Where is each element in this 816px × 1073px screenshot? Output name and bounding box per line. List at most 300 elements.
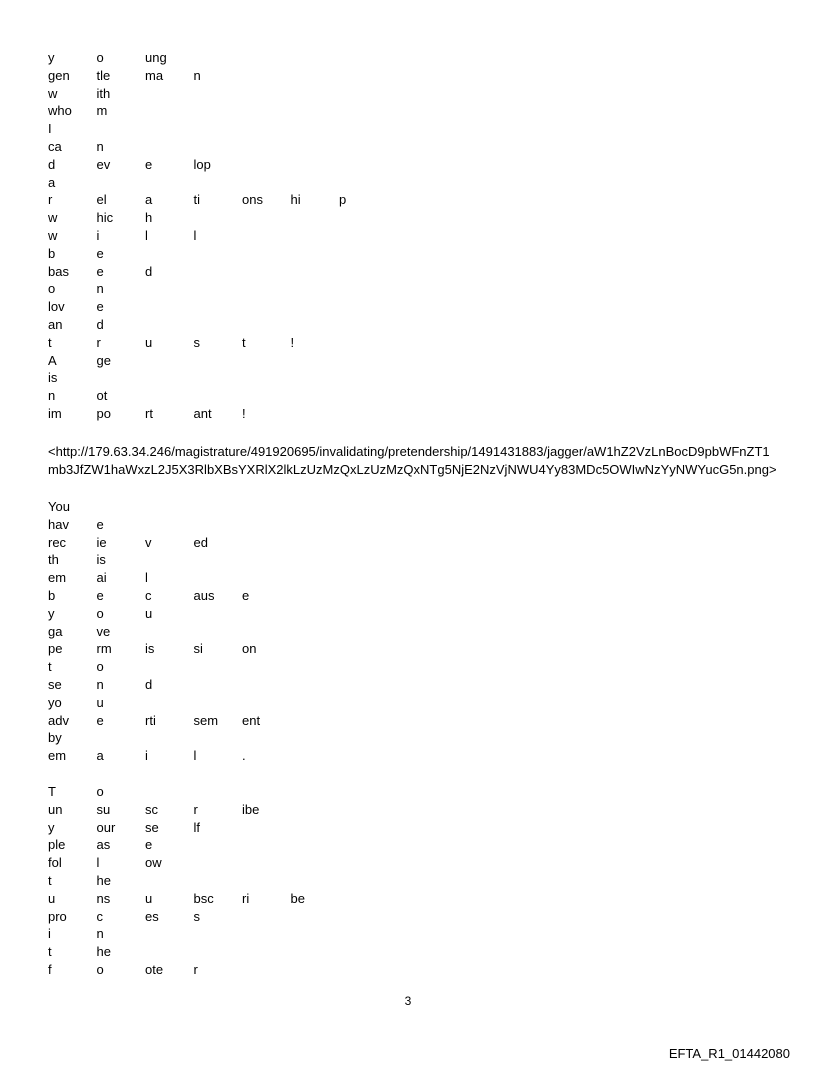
fragment-cell: n <box>193 67 201 83</box>
fragment-row <box>48 747 388 765</box>
fragment-cell: ! <box>242 405 246 421</box>
fragment-cell <box>291 209 340 227</box>
fragment-row <box>48 676 388 694</box>
fragment-row <box>48 263 388 281</box>
fragment-cell <box>194 298 243 316</box>
fragment-cell <box>339 263 388 281</box>
fragment-cell <box>339 569 388 587</box>
fragment-cell <box>242 819 291 837</box>
fragment-cell: s <box>193 908 200 924</box>
fragment-cell <box>242 925 291 943</box>
fragment-cell: ve <box>96 623 111 639</box>
fragment-cell <box>339 729 388 747</box>
fragment-cell: ant <box>193 405 212 421</box>
fragment-cell <box>194 658 243 676</box>
fragment-cell <box>291 943 340 961</box>
fragment-cell <box>339 209 388 227</box>
fragment-cell: ge <box>96 352 111 368</box>
fragment-cell: n <box>96 281 104 297</box>
fragment-row <box>48 908 388 926</box>
fragment-cell <box>339 49 388 67</box>
fragment-cell <box>194 174 243 192</box>
fragment-cell <box>194 551 243 569</box>
fragment-cell <box>194 369 243 387</box>
fragment-row <box>48 836 388 854</box>
fragment-cell <box>339 138 388 156</box>
page-number: 3 <box>404 994 412 1008</box>
fragment-cell: aus <box>193 587 215 603</box>
fragment-row <box>48 587 388 605</box>
fragment-cell <box>145 352 194 370</box>
fragment-row <box>48 49 388 67</box>
fragment-cell: w <box>48 227 58 243</box>
fragment-cell: A <box>48 352 57 368</box>
fragment-cell: t <box>242 334 246 350</box>
fragment-cell <box>291 961 340 979</box>
fragment-cell: our <box>96 819 116 835</box>
fragment-cell: ga <box>48 623 63 639</box>
fragment-cell <box>97 369 146 387</box>
fragment-cell <box>242 551 291 569</box>
fragment-cell: t <box>48 872 52 888</box>
fragment-cell <box>242 498 291 516</box>
fragment-row <box>48 102 388 120</box>
fragment-cell <box>145 551 194 569</box>
fragment-cell <box>291 369 340 387</box>
fragment-cell <box>291 819 340 837</box>
fragment-cell <box>194 569 243 587</box>
fragment-cell: is <box>145 641 155 657</box>
fragment-cell <box>194 854 243 872</box>
fragment-cell: em <box>48 570 67 586</box>
fragment-cell <box>145 85 194 103</box>
fragment-cell: ot <box>96 388 108 404</box>
fragment-cell <box>339 516 388 534</box>
fragment-cell: ns <box>96 890 111 906</box>
fragment-cell <box>242 729 291 747</box>
fragment-cell <box>339 908 388 926</box>
fragment-cell: fol <box>48 855 62 871</box>
fragment-row <box>48 498 388 516</box>
fragment-cell <box>339 120 388 138</box>
fragment-cell: T <box>48 784 56 799</box>
fragment-cell <box>291 854 340 872</box>
fragment-cell <box>242 49 291 67</box>
fragment-row <box>48 334 388 352</box>
fragment-cell <box>242 943 291 961</box>
fragment-cell: n <box>96 926 104 942</box>
fragment-cell <box>194 943 243 961</box>
fragment-row <box>48 712 388 730</box>
fragment-cell <box>194 245 243 263</box>
fragment-cell <box>291 174 340 192</box>
fragment-cell: rec <box>48 534 67 550</box>
fragment-cell <box>242 245 291 263</box>
fragment-cell <box>194 498 243 516</box>
fragment-cell <box>291 516 340 534</box>
fragment-cell: hic <box>96 210 114 226</box>
fragment-row <box>48 405 388 423</box>
fragment-cell <box>194 836 243 854</box>
fragment-cell <box>194 516 243 534</box>
fragment-cell <box>291 605 340 623</box>
fragment-cell <box>242 102 291 120</box>
fragment-cell: ow <box>145 855 162 871</box>
fragment-cell <box>194 623 243 641</box>
fragment-cell <box>339 801 388 819</box>
fragment-cell: a <box>96 748 104 764</box>
fragment-cell: n <box>96 138 104 154</box>
fragment-cell: f <box>48 961 52 977</box>
fragment-cell: hav <box>48 516 69 532</box>
fragment-cell <box>242 605 291 623</box>
fragment-cell <box>242 138 291 156</box>
fragment-cell: y <box>48 605 55 621</box>
fragment-cell <box>291 49 340 67</box>
fragment-cell <box>291 85 340 103</box>
fragment-cell: ed <box>193 534 208 550</box>
fragment-cell: t <box>48 944 52 960</box>
fragment-cell <box>145 138 194 156</box>
fragment-cell <box>339 623 388 641</box>
fragment-cell <box>291 498 340 516</box>
fragment-cell: r <box>193 961 198 977</box>
fragment-cell <box>242 298 291 316</box>
fragment-block-2 <box>48 498 388 765</box>
fragment-cell: em <box>48 748 67 764</box>
fragment-cell <box>339 369 388 387</box>
fragment-cell <box>339 640 388 658</box>
fragment-cell <box>339 352 388 370</box>
fragment-cell: i <box>48 926 51 942</box>
fragment-cell <box>145 120 194 138</box>
fragment-cell <box>339 534 388 552</box>
fragment-cell <box>339 156 388 174</box>
fragment-cell <box>339 587 388 605</box>
fragment-cell <box>145 658 194 676</box>
fragment-row <box>48 316 388 334</box>
fragment-cell: rti <box>145 712 156 728</box>
fragment-cell: as <box>96 837 111 853</box>
fragment-cell: I <box>48 121 52 137</box>
fragment-row <box>48 640 388 658</box>
fragment-cell <box>97 174 146 192</box>
fragment-cell <box>242 783 291 801</box>
fragment-cell <box>291 640 340 658</box>
fragment-cell <box>97 498 146 516</box>
fragment-row <box>48 156 388 174</box>
fragment-cell: ple <box>48 837 66 853</box>
fragment-cell: m <box>96 103 108 119</box>
fragment-cell <box>339 498 388 516</box>
fragment-cell: es <box>145 908 159 924</box>
fragment-cell <box>242 872 291 890</box>
fragment-cell <box>145 102 194 120</box>
fragment-cell <box>194 352 243 370</box>
fragment-cell <box>97 120 146 138</box>
fragment-cell: e <box>96 263 104 279</box>
fragment-cell <box>242 316 291 334</box>
fragment-cell <box>145 516 194 534</box>
fragment-cell <box>242 534 291 552</box>
fragment-cell: l <box>193 227 197 243</box>
fragment-cell <box>291 263 340 281</box>
fragment-cell: ote <box>145 961 164 977</box>
fragment-cell <box>291 658 340 676</box>
fragment-cell <box>242 908 291 926</box>
fragment-cell: yo <box>48 694 62 710</box>
fragment-cell: i <box>145 748 148 764</box>
fragment-cell: who <box>48 103 72 119</box>
fragment-cell <box>291 352 340 370</box>
fragment-cell: l <box>145 570 148 586</box>
fragment-cell: i <box>96 227 100 243</box>
fragment-cell <box>194 138 243 156</box>
fragment-cell: he <box>96 944 111 960</box>
fragment-cell <box>291 245 340 263</box>
fragment-cell: se <box>145 819 159 835</box>
fragment-cell: hi <box>290 192 301 208</box>
fragment-row <box>48 516 388 534</box>
fragment-cell: adv <box>48 712 69 728</box>
fragment-cell: v <box>145 534 152 550</box>
fragment-cell <box>242 174 291 192</box>
fragment-cell: c <box>96 908 103 924</box>
fragment-cell <box>145 316 194 334</box>
fragment-cell: e <box>96 516 104 532</box>
fragment-cell <box>339 943 388 961</box>
fragment-row <box>48 227 388 245</box>
fragment-cell <box>339 245 388 263</box>
fragment-cell <box>145 280 194 298</box>
fragment-row <box>48 819 388 837</box>
fragment-cell <box>291 747 340 765</box>
fragment-cell <box>339 961 388 979</box>
fragment-cell <box>291 316 340 334</box>
fragment-cell <box>145 298 194 316</box>
fragment-row <box>48 174 388 192</box>
fragment-cell: ent <box>242 712 261 728</box>
fragment-cell <box>339 890 388 908</box>
fragment-cell <box>291 120 340 138</box>
fragment-row <box>48 729 388 747</box>
fragment-cell <box>291 623 340 641</box>
fragment-cell: ie <box>96 534 107 550</box>
fragment-cell: You <box>48 499 70 514</box>
fragment-cell <box>339 85 388 103</box>
fragment-cell <box>145 729 194 747</box>
fragment-row <box>48 943 388 961</box>
fragment-cell <box>242 67 291 85</box>
fragment-cell <box>242 263 291 281</box>
fragment-cell <box>145 369 194 387</box>
fragment-cell: e <box>145 156 153 172</box>
fragment-cell <box>339 783 388 801</box>
fragment-cell: ung <box>145 50 167 65</box>
fragment-cell: o <box>48 281 56 297</box>
fragment-cell: su <box>96 801 111 817</box>
fragment-row <box>48 801 388 819</box>
fragment-cell: h <box>145 210 153 226</box>
fragment-cell <box>291 551 340 569</box>
fragment-cell <box>194 263 243 281</box>
fragment-row <box>48 925 388 943</box>
fragment-cell <box>339 280 388 298</box>
fragment-cell <box>145 872 194 890</box>
fragment-cell: pro <box>48 908 67 924</box>
fragment-cell: n <box>48 388 56 404</box>
fragment-cell: ma <box>145 67 164 83</box>
fragment-cell: t <box>48 334 52 350</box>
fragment-cell: u <box>145 334 153 350</box>
fragment-cell: n <box>96 676 104 692</box>
fragment-cell: ca <box>48 138 62 154</box>
fragment-cell: is <box>48 370 58 386</box>
fragment-cell: lf <box>193 819 200 835</box>
fragment-block-3 <box>48 783 388 979</box>
fragment-cell: lop <box>193 156 211 172</box>
fragment-cell: tle <box>96 67 111 83</box>
fragment-cell <box>145 245 194 263</box>
fragment-cell <box>242 854 291 872</box>
fragment-cell <box>145 174 194 192</box>
fragment-row <box>48 245 388 263</box>
fragment-cell: e <box>96 712 104 728</box>
image-link-url[interactable]: <http://179.63.34.246/magistrature/491920695/invalidating/pretendership/1491431883/jagger/aW1hZ2VzLnBocD9pbWFnZT1mb3JfZW1haWxzL2J5X3RlbXBsYXRlX2lkLzUzMzQxLzUzMzQxNTg5NjE2NzVjNWU4Yy83MDc5OWIwNzYyNWYucG5n.png> <box>48 444 777 477</box>
fragment-cell <box>242 387 291 405</box>
fragment-row <box>48 961 388 979</box>
fragment-row <box>48 623 388 641</box>
fragment-cell: y <box>48 50 55 65</box>
fragment-cell: . <box>242 748 246 764</box>
fragment-cell: t <box>48 659 52 675</box>
fragment-cell <box>194 676 243 694</box>
fragment-cell: d <box>145 676 153 692</box>
fragment-cell <box>339 174 388 192</box>
fragment-cell: ai <box>96 570 107 586</box>
fragment-cell <box>194 925 243 943</box>
fragment-cell <box>339 316 388 334</box>
fragment-row <box>48 551 388 569</box>
fragment-cell: rm <box>96 641 112 657</box>
fragment-row <box>48 387 388 405</box>
fragment-cell <box>242 676 291 694</box>
fragment-cell: r <box>193 801 198 817</box>
fragment-cell <box>145 925 194 943</box>
fragment-cell: r <box>96 334 101 350</box>
fragment-cell <box>194 729 243 747</box>
fragment-cell <box>291 102 340 120</box>
fragment-cell: l <box>193 748 197 764</box>
fragment-cell <box>339 67 388 85</box>
fragment-cell: u <box>48 890 56 906</box>
fragment-row <box>48 658 388 676</box>
fragment-cell: si <box>193 641 203 657</box>
fragment-cell: he <box>96 872 111 888</box>
fragment-cell: lov <box>48 299 65 315</box>
fragment-cell: o <box>96 961 104 977</box>
fragment-cell: o <box>96 659 104 675</box>
fragment-row <box>48 209 388 227</box>
fragment-cell: b <box>48 587 56 603</box>
fragment-cell: d <box>48 156 56 172</box>
fragment-cell <box>291 925 340 943</box>
fragment-cell: r <box>48 192 53 208</box>
fragment-row <box>48 569 388 587</box>
fragment-cell <box>194 387 243 405</box>
fragment-row <box>48 872 388 890</box>
fragment-cell: ons <box>242 192 263 208</box>
fragment-cell <box>194 102 243 120</box>
fragment-cell <box>291 138 340 156</box>
fragment-cell <box>291 676 340 694</box>
fragment-cell: p <box>339 192 347 208</box>
fragment-cell <box>339 298 388 316</box>
fragment-cell: ri <box>242 890 250 906</box>
fragment-cell <box>291 783 340 801</box>
fragment-cell: d <box>145 263 153 279</box>
fragment-cell: b <box>48 245 56 261</box>
fragment-cell <box>145 694 194 712</box>
fragment-cell: e <box>96 245 104 261</box>
fragment-cell <box>242 156 291 174</box>
fragment-cell <box>339 694 388 712</box>
fragment-cell <box>242 352 291 370</box>
fragment-row <box>48 783 388 801</box>
fragment-cell: u <box>145 890 153 906</box>
fragment-cell: ith <box>96 85 111 101</box>
fragment-cell <box>291 156 340 174</box>
fragment-cell <box>291 387 340 405</box>
fragment-cell <box>291 836 340 854</box>
fragment-cell <box>242 280 291 298</box>
fragment-cell: gen <box>48 67 70 83</box>
fragment-cell: l <box>145 227 148 243</box>
fragment-cell <box>291 908 340 926</box>
fragment-cell <box>339 747 388 765</box>
fragment-cell <box>242 623 291 641</box>
fragment-cell <box>194 872 243 890</box>
fragment-cell: e <box>96 587 104 603</box>
fragment-row <box>48 67 388 85</box>
fragment-cell <box>339 854 388 872</box>
fragment-cell: el <box>96 192 107 208</box>
fragment-cell <box>291 405 340 423</box>
fragment-cell: e <box>145 837 153 853</box>
fragment-row <box>48 138 388 156</box>
fragment-row <box>48 298 388 316</box>
fragment-cell <box>339 676 388 694</box>
fragment-cell <box>291 280 340 298</box>
fragment-cell: o <box>96 605 104 621</box>
fragment-cell <box>291 298 340 316</box>
fragment-cell: u <box>145 605 153 621</box>
fragment-cell: e <box>96 299 104 315</box>
fragment-row <box>48 120 388 138</box>
fragment-cell: se <box>48 676 62 692</box>
fragment-cell <box>339 102 388 120</box>
fragment-cell <box>194 783 243 801</box>
fragment-cell: a <box>145 192 153 208</box>
fragment-cell <box>242 836 291 854</box>
fragment-cell <box>194 316 243 334</box>
fragment-cell <box>291 67 340 85</box>
fragment-cell <box>242 694 291 712</box>
fragment-cell: w <box>48 85 58 101</box>
fragment-cell <box>194 85 243 103</box>
fragment-cell <box>291 712 340 730</box>
fragment-cell: bsc <box>193 890 214 906</box>
